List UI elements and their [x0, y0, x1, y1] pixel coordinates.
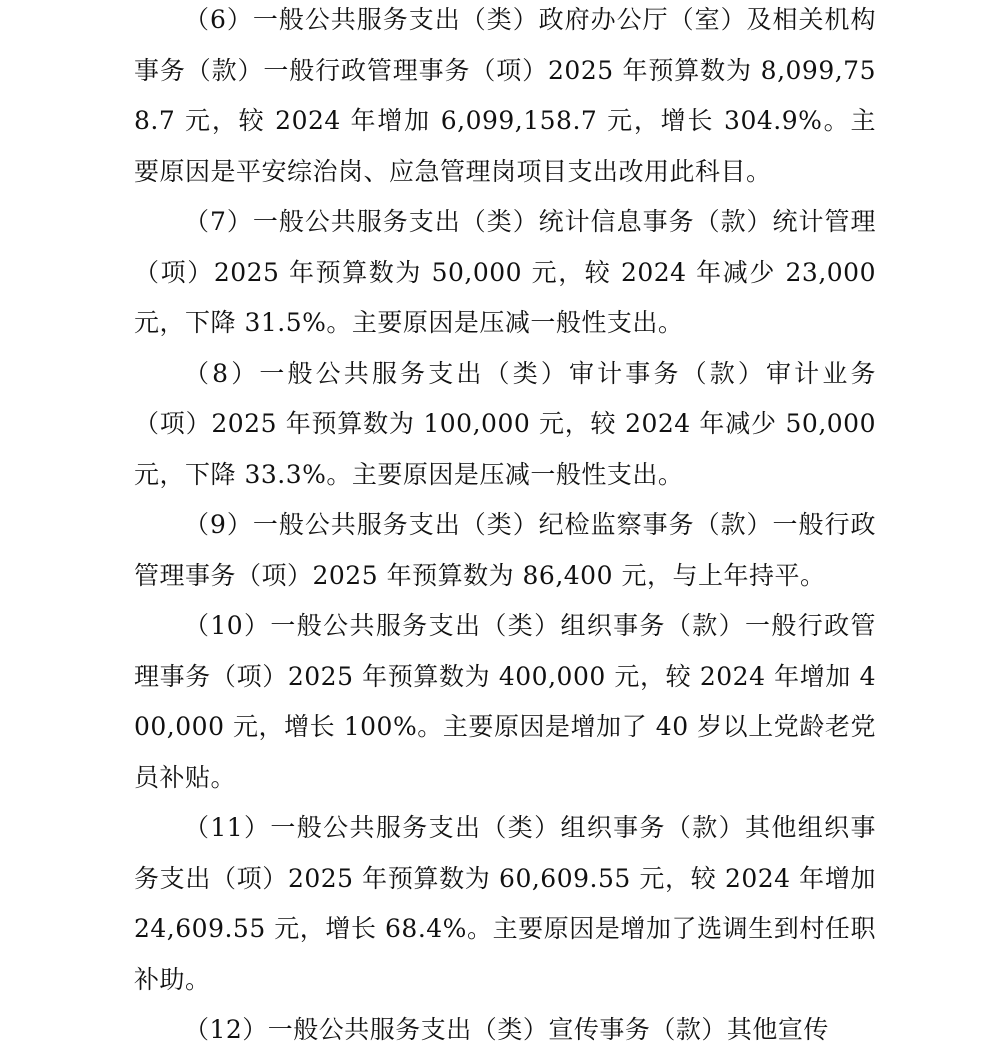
paragraph-item-6: （6）一般公共服务支出（类）政府办公厅（室）及相关机构事务（款）一般行政管理事务（项）2025 年预算数为 8,099,758.7 元，较 2024 年增加 6,099,158.7 元，增长 304.9%。主要原因是平安综治岗、应急管理岗项目支出改用此科目。	[134, 5, 876, 186]
document-page	[134, 0, 876, 1056]
paragraph-item-12: （12）一般公共服务支出（类）宣传事务（款）其他宣传	[184, 1015, 829, 1044]
paragraph-item-7: （7）一般公共服务支出（类）统计信息事务（款）统计管理（项）2025 年预算数为 50,000 元，较 2024 年减少 23,000 元，下降 31.5%。主要原因是压减一般性支出。	[134, 207, 876, 337]
paragraph-item-9: （9）一般公共服务支出（类）纪检监察事务（款）一般行政管理事务（项）2025 年预算数为 86,400 元，与上年持平。	[134, 510, 876, 590]
paragraph-item-10: （10）一般公共服务支出（类）组织事务（款）一般行政管理事务（项）2025 年预算数为 400,000 元，较 2024 年增加 400,000 元，增长 100%。主要原因是增加了 40 岁以上党龄老党员补贴。	[134, 611, 876, 792]
paragraph-item-8: （8）一般公共服务支出（类）审计事务（款）审计业务（项）2025 年预算数为 100,000 元，较 2024 年减少 50,000 元，下降 33.3%。主要原因是压减一般性支出。	[134, 358, 876, 489]
paragraph-item-11: （11）一般公共服务支出（类）组织事务（款）其他组织事务支出（项）2025 年预算数为 60,609.55 元，较 2024 年增加 24,609.55 元，增长 68.4%。主要原因是增加了选调生到村任职补助。	[134, 813, 876, 994]
